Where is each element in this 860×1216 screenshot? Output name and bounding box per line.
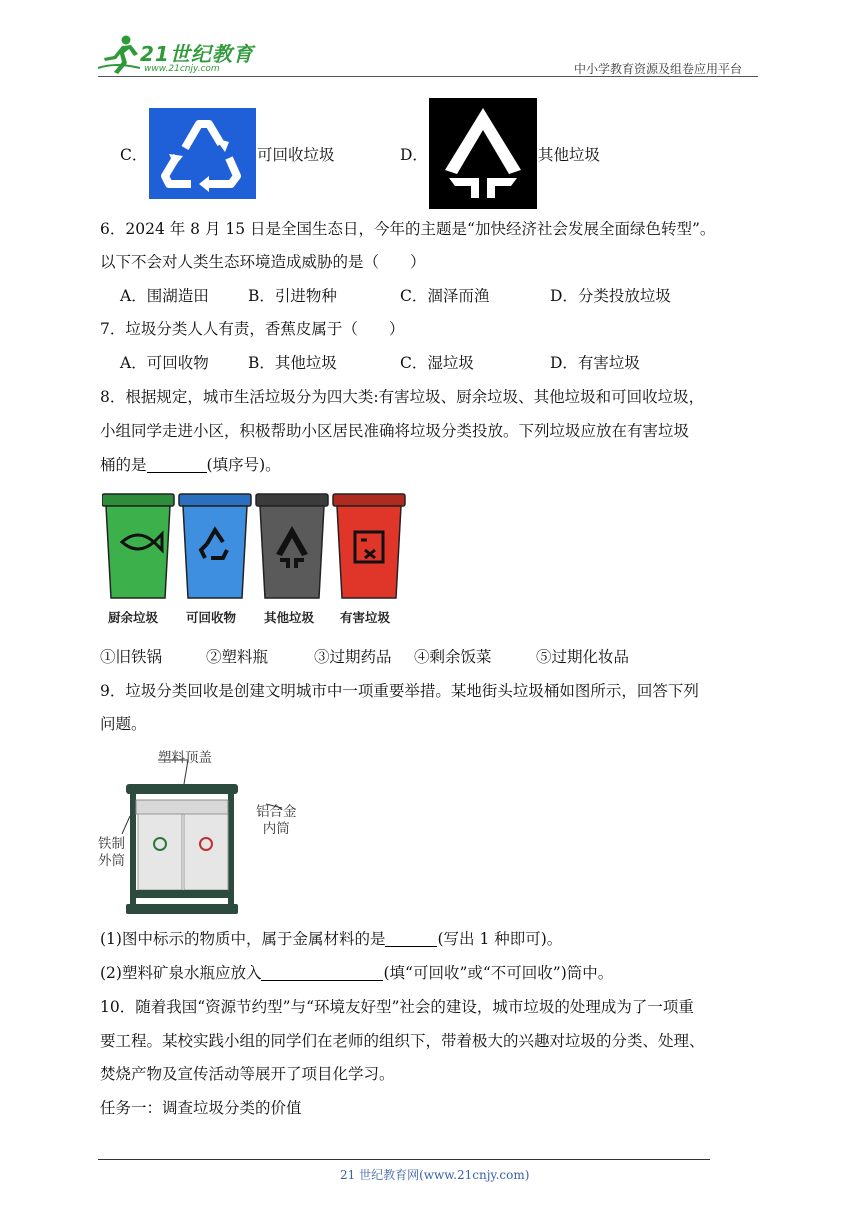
q9-sub1-suffix: (写出 1 种即可)。 xyxy=(437,930,563,948)
q5-option-d-letter: D． xyxy=(400,146,428,164)
label-plastic-top: 塑料顶盖 xyxy=(158,750,212,766)
q6-option-b: B．引进物种 xyxy=(248,287,337,305)
q9-sub1-answer-blank[interactable] xyxy=(385,930,437,947)
q8-item-3: ③过期药品 xyxy=(314,648,392,666)
q8-stem-line2: 小组同学走进小区，积极帮助小区居民准确将垃圾分类投放。下列垃圾应放在有害垃圾 xyxy=(100,422,690,440)
q6-stem-line2: 以下不会对人类生态环境造成威胁的是（ ） xyxy=(100,253,426,271)
q9-sub1 xyxy=(100,928,562,950)
q9-trash-can-image xyxy=(96,744,308,920)
q8-line3-prefix: 桶的是 xyxy=(100,456,147,474)
q9-stem-line1: 9．垃圾分类回收是创建文明城市中一项重要举措。某地街头垃圾桶如图所示，回答下列 xyxy=(100,682,699,700)
footer-text[interactable]: 21 世纪教育网(www.21cnjy.com) xyxy=(340,1168,530,1182)
logo-url: www.21cnjy.com xyxy=(144,64,220,74)
footer-divider xyxy=(98,1159,710,1160)
q10-stem-line2: 要工程。某校实践小组的同学们在老师的组织下，带着极大的兴趣对垃圾的分类、处理、 xyxy=(100,1032,705,1050)
other-waste-black-sign xyxy=(429,98,537,209)
q5-option-c-letter: C． xyxy=(120,146,148,164)
label-aluminum-inner: 铝合金 内筒 xyxy=(256,804,297,837)
q6-option-d: D．分类投放垃圾 xyxy=(550,287,671,305)
four-bins-illustration xyxy=(102,492,406,602)
q8-item-1: ①旧铁锅 xyxy=(100,648,163,666)
label-iron-outer: 铁制 外筒 xyxy=(98,836,125,869)
runner-logo-icon xyxy=(96,34,144,76)
q10-stem-line3: 焚烧产物及宣传活动等展开了项目化学习。 xyxy=(100,1065,395,1083)
kitchen-waste-bin-icon xyxy=(102,494,174,598)
q5-option-d-text: 其他垃圾 xyxy=(538,146,601,164)
header-logo xyxy=(96,34,266,76)
bin-label-hazardous: 有害垃圾 xyxy=(340,610,391,625)
bin-label-other: 其他垃圾 xyxy=(264,610,315,625)
q10-stem-line1: 10．随着我国“资源节约型”与“环境友好型”社会的建设，城市垃圾的处理成为了一项重 xyxy=(100,998,694,1016)
q8-stem-line3 xyxy=(100,454,281,476)
other-waste-bin-icon xyxy=(256,494,328,598)
q10-task1: 任务一：调查垃圾分类的价值 xyxy=(100,1099,302,1117)
q6-option-a: A．围湖造田 xyxy=(120,287,209,305)
recyclable-bin-icon xyxy=(179,494,251,598)
q9-sub1-prefix: (1)图中标示的物质中，属于金属材料的是 xyxy=(100,930,386,948)
q7-stem: 7．垃圾分类人人有责，香蕉皮属于（ ） xyxy=(100,320,405,338)
q7-option-a: A．可回收物 xyxy=(120,354,209,372)
q8-bins-image xyxy=(102,492,406,630)
q8-item-4: ④剩余饭菜 xyxy=(414,648,492,666)
q8-item-5: ⑤过期化妆品 xyxy=(536,648,630,666)
q7-option-b: B．其他垃圾 xyxy=(248,354,337,372)
bin-label-recyclable: 可回收物 xyxy=(186,610,237,625)
q8-item-2: ②塑料瓶 xyxy=(206,648,269,666)
q6-option-c: C．涸泽而渔 xyxy=(400,287,490,305)
header-right-text: 中小学教育资源及组卷应用平台 xyxy=(574,62,743,76)
q9-sub2-prefix: (2)塑料矿泉水瓶应放入 xyxy=(100,964,262,982)
q6-stem-line1: 6．2024 年 8 月 15 日是全国生态日，今年的主题是“加快经济社会发展全面绿色转型”。 xyxy=(100,220,716,238)
bin-label-kitchen: 厨余垃圾 xyxy=(108,610,159,625)
q8-answer-blank[interactable] xyxy=(147,456,207,473)
recycle-arrows-icon xyxy=(149,108,256,199)
q8-line3-suffix: (填序号)。 xyxy=(206,456,281,474)
header-divider xyxy=(98,76,758,77)
q9-sub2 xyxy=(100,962,613,984)
q9-stem-line2: 问题。 xyxy=(100,715,147,733)
q5-option-c-text: 可回收垃圾 xyxy=(257,146,335,164)
q8-stem-line1: 8．根据规定，城市生活垃圾分为四大类:有害垃圾、厨余垃圾、其他垃圾和可回收垃圾， xyxy=(100,388,705,406)
other-waste-symbol-icon xyxy=(429,98,537,209)
q7-option-d: D．有害垃圾 xyxy=(550,354,640,372)
hazardous-bin-icon xyxy=(333,494,405,598)
q9-sub2-suffix: (填“可回收”或“不可回收”)筒中。 xyxy=(383,964,614,982)
q7-option-c: C．湿垃圾 xyxy=(400,354,474,372)
logo-text: 21世纪教育 xyxy=(140,42,254,66)
q9-sub2-answer-blank[interactable] xyxy=(261,964,383,981)
recycle-blue-sign xyxy=(149,108,256,199)
